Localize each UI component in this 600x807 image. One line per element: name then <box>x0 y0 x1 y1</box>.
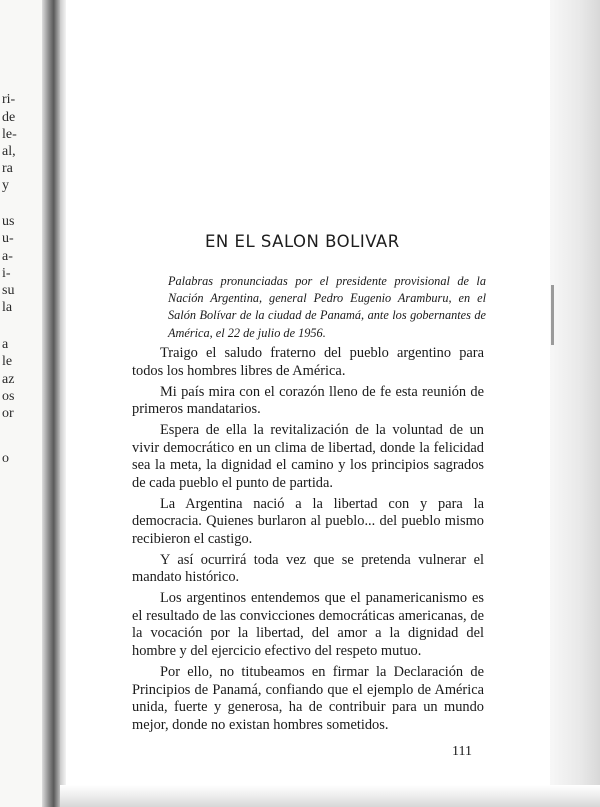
chapter-title: EN EL SALON BOLIVAR <box>205 232 400 251</box>
left-fragment: a <box>2 337 9 352</box>
paragraph: Mi país mira con el corazón lleno de fe esta reunión de primeros mandatarios. <box>132 383 484 418</box>
page-edge-mark <box>551 285 554 345</box>
page-bottom-edge <box>60 785 600 807</box>
left-fragment: u- <box>2 231 14 246</box>
left-page-fragment <box>0 0 42 807</box>
paragraph: Por ello, no titubeamos en firmar la Declaración de Principios de Panamá, confiando que el ejemplo de América unida, fuerte y generosa, ha de contribuir para un mundo mejor, donde no existan hombres sometidos. <box>132 664 484 733</box>
left-fragment: az <box>2 372 15 387</box>
paragraph: Espera de ella la revitalización de la voluntad de un vivir democrático en un clima de libertad, donde la felicidad sea la meta, la dignidad el camino y los principios sagrados de cada pueblo el punto de partida. <box>132 422 484 491</box>
page-right-edge <box>550 0 600 807</box>
left-fragment: le <box>2 354 13 369</box>
paragraph: Los argentinos entendemos que el panamericanismo es el resultado de las convicciones democráticas americanas, de la vocación por la libertad, del amor a la dignidad del hombre y del ejercicio efectivo del respeto mutuo. <box>132 590 484 659</box>
left-fragment: ra <box>2 161 13 176</box>
book-gutter <box>42 0 60 807</box>
paragraph: Traigo el saludo fraterno del pueblo argentino para todos los hombres libres de América. <box>132 345 484 379</box>
page-number: 111 <box>452 744 472 759</box>
left-fragment: o <box>2 451 9 466</box>
left-fragment: or <box>2 406 14 421</box>
left-fragment: os <box>2 389 15 404</box>
left-fragment: le- <box>2 127 17 142</box>
left-fragment: i- <box>2 266 11 281</box>
left-fragment: al, <box>2 144 16 159</box>
left-fragment: y <box>2 178 9 193</box>
left-fragment: su <box>2 283 15 298</box>
left-fragment: ri- <box>2 92 16 107</box>
paragraph: Y así ocurrirá toda vez que se pretenda vulnerar el mandato histórico. <box>132 551 484 586</box>
left-fragment: de <box>2 110 16 125</box>
paragraph: La Argentina nació a la libertad con y para la democracia. Quienes burlaron al pueblo... del pueblo mismo recibieron el castigo. <box>132 495 484 547</box>
left-fragment: us <box>2 214 15 229</box>
left-fragment: la <box>2 300 13 315</box>
left-fragment: a- <box>2 249 13 264</box>
body-text <box>132 345 484 738</box>
epigraph: Palabras pronunciadas por el presidente provisional de la Nación Argentina, general Pedro Eugenio Aramburu, en el Salón Bolívar de la ciudad de Panamá, ante los gobernantes de América, el 22 de julio de 1956. <box>168 274 486 340</box>
